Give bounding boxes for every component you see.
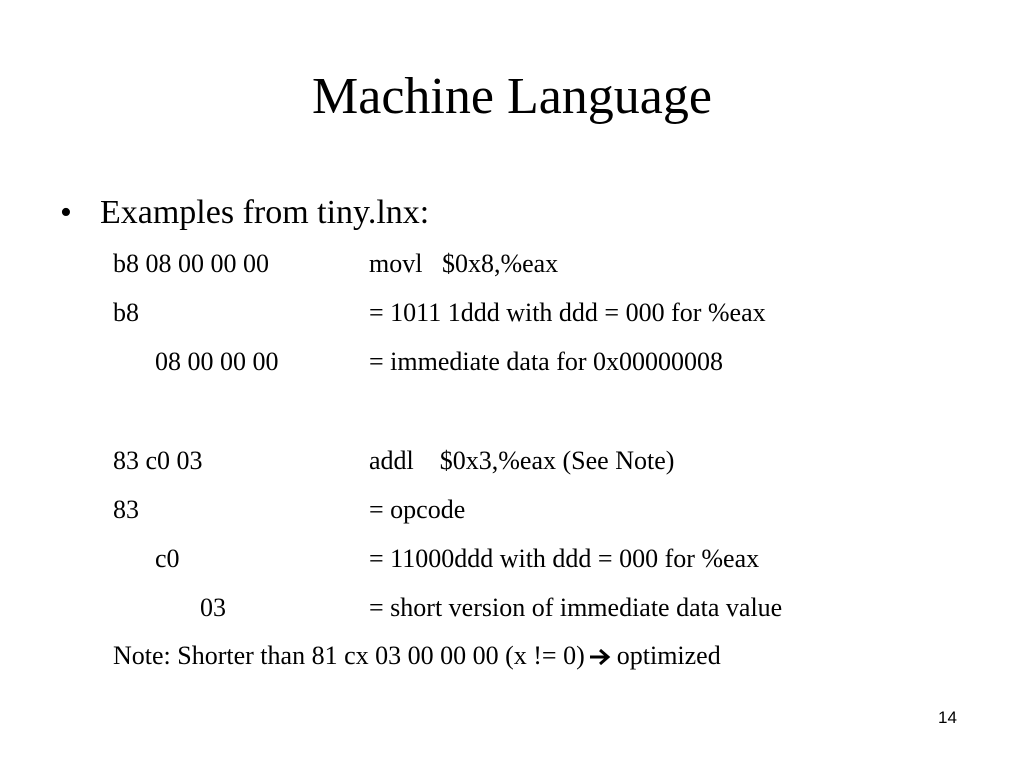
instruction-description: = 11000ddd with ddd = 000 for %eax	[369, 544, 760, 573]
code-line-2	[0, 296, 1024, 330]
note-line	[113, 639, 721, 673]
instruction-description: = short version of immediate data value	[369, 593, 783, 622]
page-number: 14	[938, 708, 957, 727]
instruction-description: = 1011 1ddd with ddd = 000 for %eax	[369, 298, 766, 327]
slide-title: Machine Language	[312, 68, 712, 125]
note-text: Note: Shorter than 81 cx 03 00 00 00 (x != 0)	[113, 641, 585, 670]
hex-bytes: b8 08 00 00 00	[113, 249, 269, 278]
hex-bytes: 83 c0 03	[113, 446, 203, 475]
code-line-5	[0, 493, 1024, 527]
bullet-item	[60, 191, 429, 235]
hex-bytes: c0	[155, 544, 180, 573]
bullet-symbol: •	[60, 194, 72, 231]
right-arrow-icon	[589, 647, 611, 667]
instruction-description: addl $0x3,%eax (See Note)	[369, 446, 675, 475]
note-after-arrow: optimized	[616, 641, 721, 670]
code-line-1	[0, 247, 1024, 281]
instruction-description: movl $0x8,%eax	[369, 249, 559, 278]
code-line-7	[0, 591, 1024, 625]
hex-bytes: 03	[200, 593, 226, 622]
hex-bytes: b8	[113, 298, 139, 327]
hex-bytes: 83	[113, 495, 139, 524]
code-line-4	[0, 444, 1024, 478]
instruction-description: = opcode	[369, 495, 466, 524]
code-line-3	[0, 345, 1024, 379]
hex-bytes: 08 00 00 00	[155, 347, 279, 376]
code-line-6	[0, 542, 1024, 576]
instruction-description: = immediate data for 0x00000008	[369, 347, 724, 376]
bullet-text: Examples from tiny.lnx:	[100, 194, 430, 231]
